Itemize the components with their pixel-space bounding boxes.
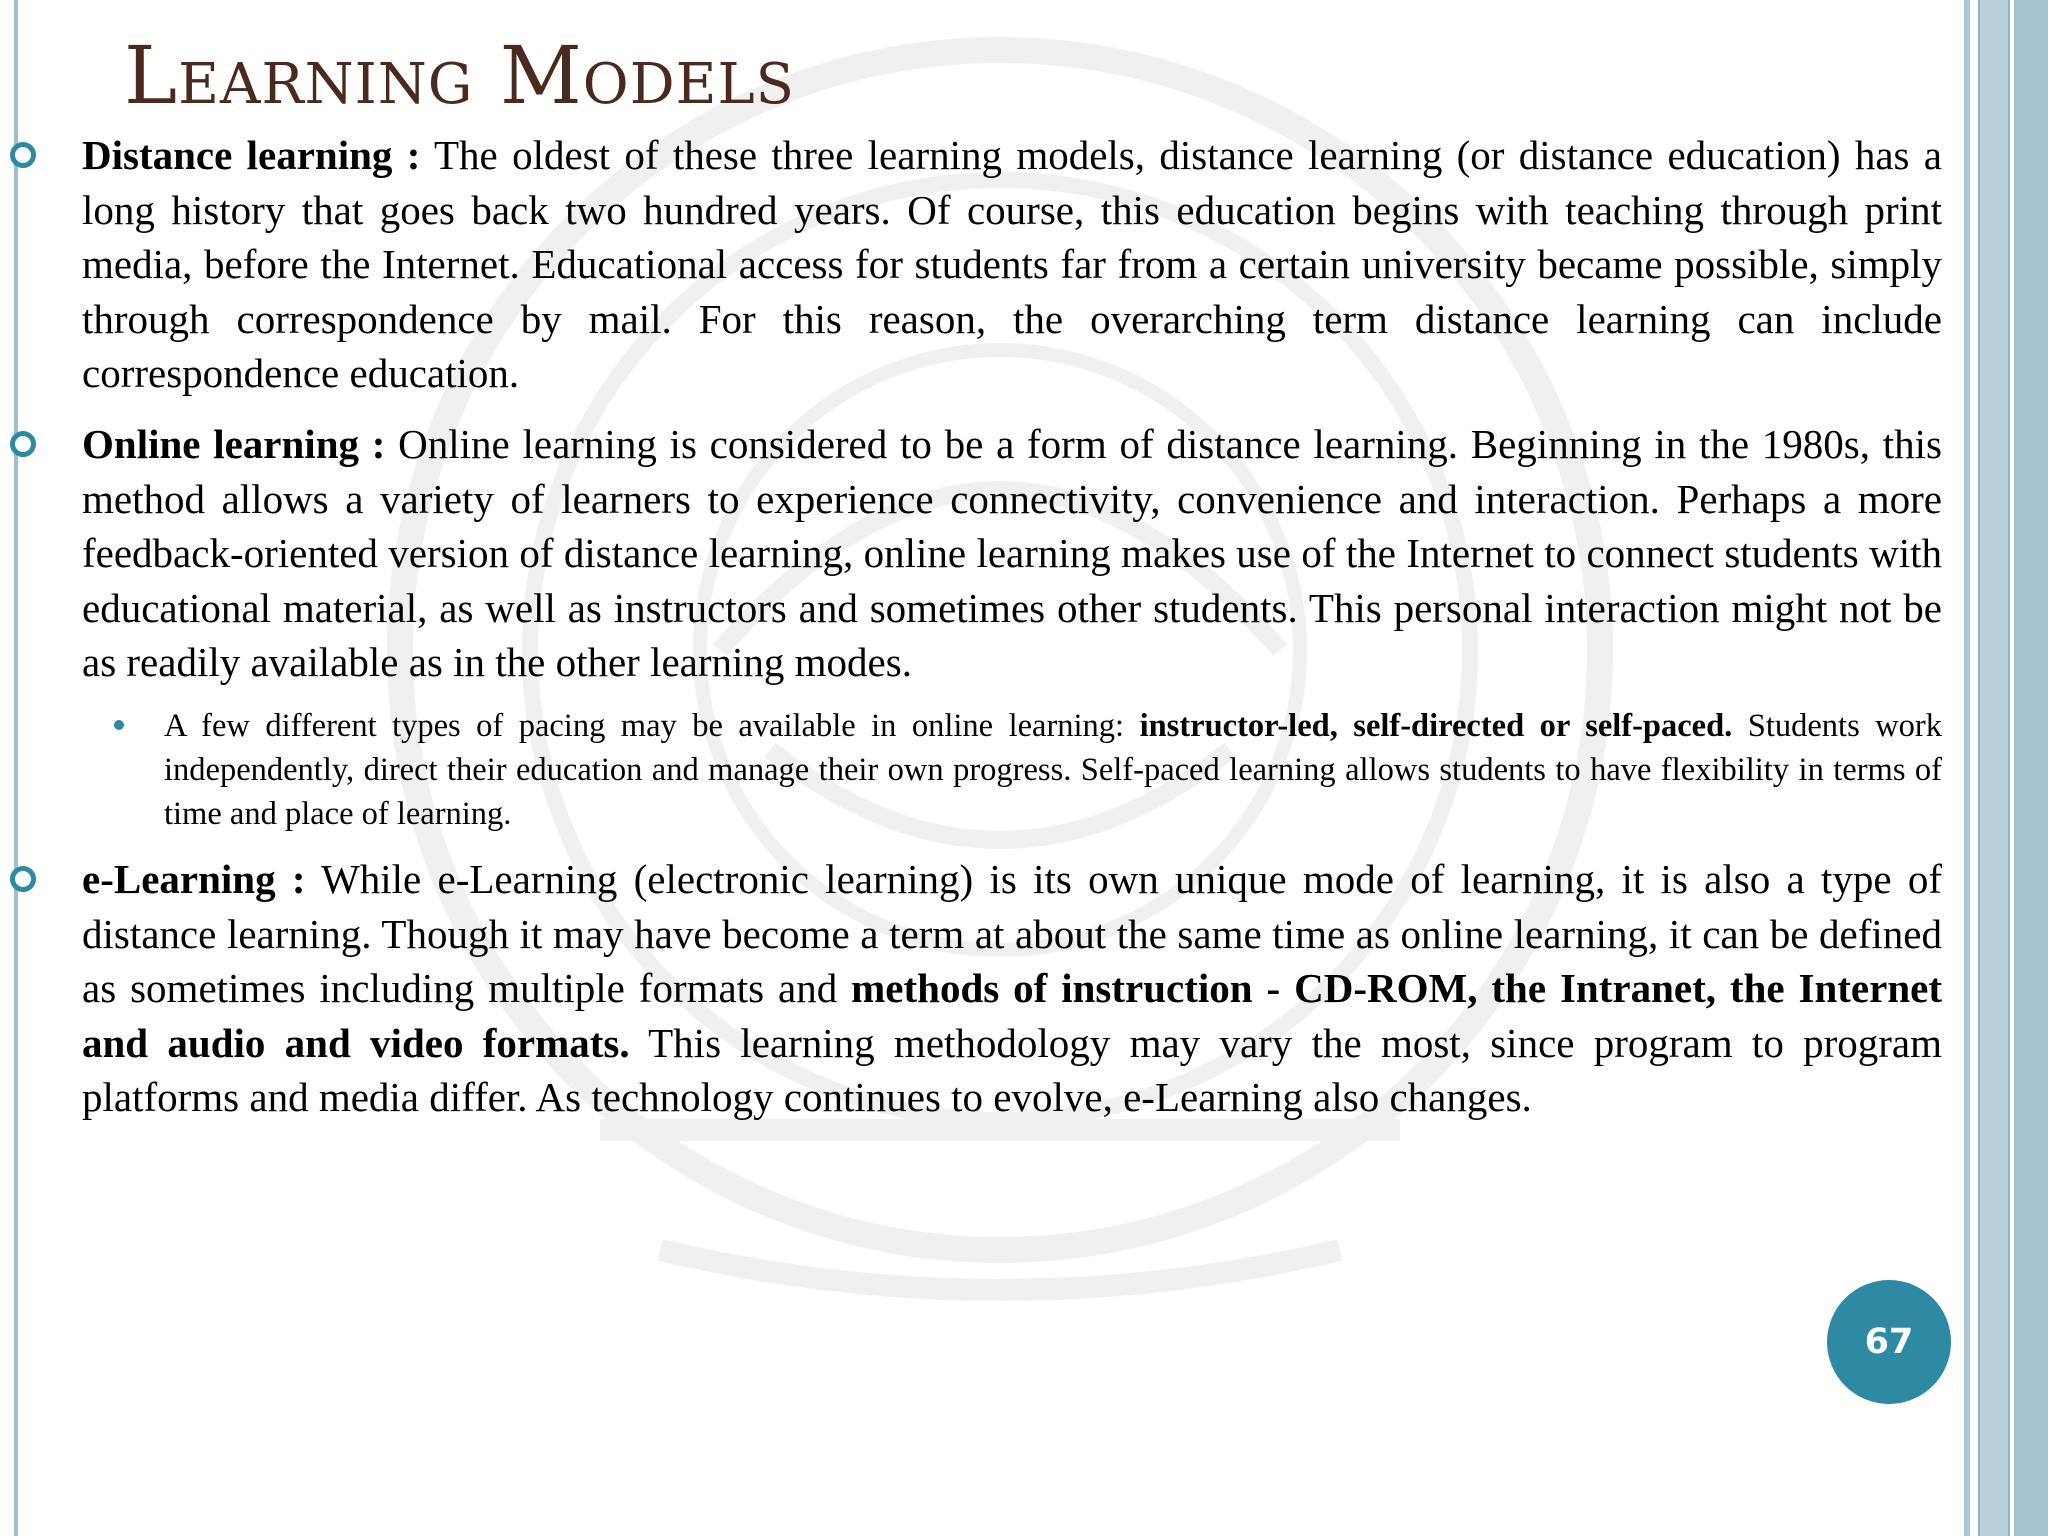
bullet-text: This learning methodology may vary the most, since program to program platforms and media differ. As technology continues to evolve, e-Learning also changes. [82, 1019, 1942, 1121]
bullet-distance-learning [82, 128, 1942, 401]
ring-bullet-icon [10, 866, 36, 892]
sub-bullet-text: Students work independently, direct their education and manage their own progress. Self-paced learning allows students to have flexibility in terms of time and place of learning. [164, 707, 1942, 832]
bullet-bold-text: methods of instruction - CD-ROM, the Intranet, the Internet and audio and video formats. [82, 965, 1942, 1066]
page-number-badge: 67 [1827, 1280, 1951, 1404]
right-decorative-bar [1964, 0, 1970, 1536]
left-decorative-rule [14, 0, 18, 1536]
slide-title: Learning Models [124, 29, 796, 122]
ring-bullet-icon [10, 142, 36, 168]
bullet-e-learning [82, 852, 1942, 1125]
ring-bullet-icon [10, 431, 36, 457]
bullet-text: Online learning is considered to be a form of distance learning. Beginning in the 1980s, this method allows a variety of learners to experience connectivity, convenience and interaction. Perhaps a more feedback-oriented version of distance learning, online learning makes use of the Internet to connect students with educational material, as well as instructors and sometimes other students. This personal interaction might not be as readily available as in the other learning modes. [82, 420, 1942, 686]
bullet-online-learning [82, 417, 1942, 690]
term-label: Distance learning : [82, 132, 421, 178]
slide-body [82, 128, 1942, 1141]
right-decorative-bar [2014, 0, 2048, 1536]
sub-bullet-text: A few different types of pacing may be available in online learning: [164, 707, 1140, 744]
right-decorative-bar [1978, 0, 2010, 1536]
bullet-text: The oldest of these three learning models, distance learning (or distance education) has a long history that goes back two hundred years. Of course, this education begins with teaching through print media, before the Internet. Educational access for students far from a certain university became possible, simply through correspondence by mail. For this reason, the overarching term distance learning can include correspondence education. [82, 132, 1942, 397]
sub-bullet-bold-text: instructor-led, self-directed or self-paced. [1139, 707, 1733, 744]
sub-bullet-pacing [164, 704, 1942, 836]
term-label: Online learning : [82, 420, 386, 467]
bullet-text: While e-Learning (electronic learning) is its own unique mode of learning, it is also a type of distance learning. Though it may have become a term at about the same time as online learning, it can be defined as sometimes including multiple formats and [82, 855, 1942, 1012]
dot-bullet-icon [114, 720, 124, 730]
term-label: e-Learning : [82, 855, 306, 902]
